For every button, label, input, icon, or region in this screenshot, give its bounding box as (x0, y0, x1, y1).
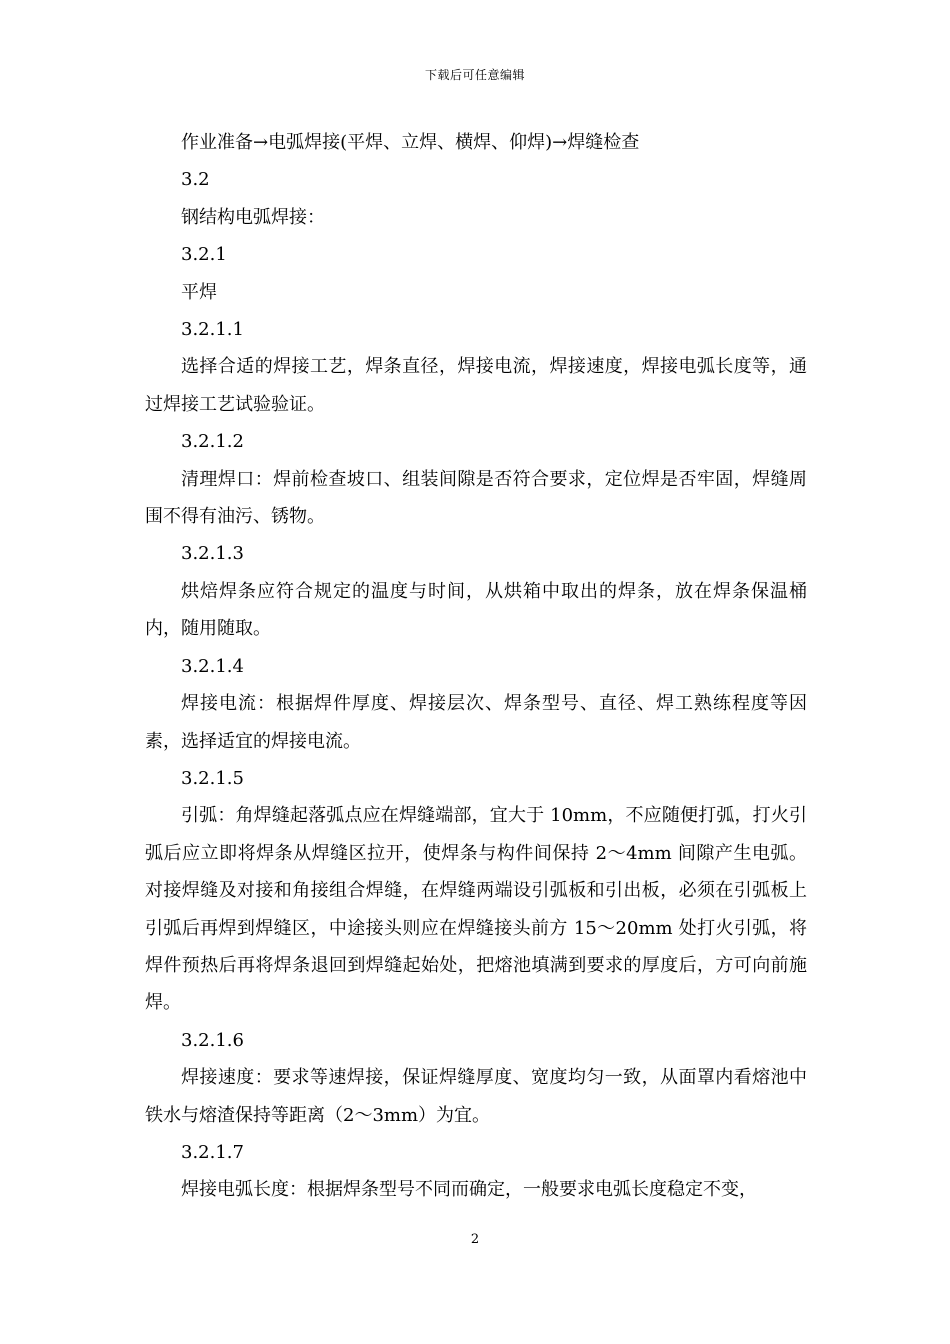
section-number-3-2-1-5: 3.2.1.5 (181, 767, 244, 789)
section-number-3-2-1-6: 3.2.1.6 (181, 1029, 244, 1051)
paragraph-welding-speed: 焊接速度：要求等速焊接，保证焊缝厚度、宽度均匀一致，从面罩内看熔池中铁水与熔渣保持等距离（2～3mm）为宜。 (145, 1067, 807, 1126)
section-number-3-2-1-4: 3.2.1.4 (181, 655, 244, 677)
section-number-3-2-1-1: 3.2.1.1 (181, 319, 244, 341)
section-number-3-2-1-3: 3.2.1.3 (181, 543, 244, 565)
page-header: 下载后可任意编辑 (424, 68, 525, 82)
paragraph-welding-current: 焊接电流：根据焊件厚度、焊接层次、焊条型号、直径、焊工熟练程度等因素，选择适宜的焊接电流。 (145, 693, 807, 752)
paragraph-bake-electrodes: 烘焙焊条应符合规定的温度与时间，从烘箱中取出的焊条，放在焊条保温桶内，随用随取。 (145, 580, 807, 640)
paragraph-arc-striking: 引弧：角焊缝起落弧点应在焊缝端部，宜大于 10mm，不应随便打弧，打火引弧后应立即将焊条从焊缝区拉开，使焊条与构件间保持 2～4mm 间隙产生电弧。对接焊缝及对接和角接组合焊缝，在焊缝两端设引弧板和引出板，必须在引弧板上引弧后再焊到焊缝区，中途接头则应在焊缝接头前方 15～20mm 处打火引弧，将焊件预热后再将焊条退回到焊缝起始处，把熔池填满到要求的厚度后，方可向前施焊。 (145, 805, 807, 1014)
section-number-3-2-1: 3.2.1 (181, 244, 227, 266)
page-number: 2 (470, 1232, 480, 1247)
section-number-3-2-1-2: 3.2.1.2 (181, 431, 244, 453)
document-body (145, 124, 807, 1209)
paragraph-process-flow: 作业准备→电弧焊接(平焊、立焊、横焊、仰焊)→焊缝检查 (181, 132, 640, 153)
section-title-steel-arc-welding: 钢结构电弧焊接： (181, 206, 325, 228)
section-title-flat-welding: 平焊 (181, 281, 217, 303)
section-number-3-2: 3.2 (181, 169, 210, 191)
paragraph-welding-process: 选择合适的焊接工艺，焊条直径，焊接电流，焊接速度，焊接电弧长度等，通过焊接工艺试验验证。 (145, 356, 807, 415)
paragraph-arc-length: 焊接电弧长度：根据焊条型号不同而确定，一般要求电弧长度稳定不变， (181, 1179, 757, 1201)
paragraph-clean-joint: 清理焊口：焊前检查坡口、组装间隙是否符合要求，定位焊是否牢固，焊缝周围不得有油污、锈物。 (145, 468, 807, 528)
section-number-3-2-1-7: 3.2.1.7 (181, 1141, 244, 1163)
